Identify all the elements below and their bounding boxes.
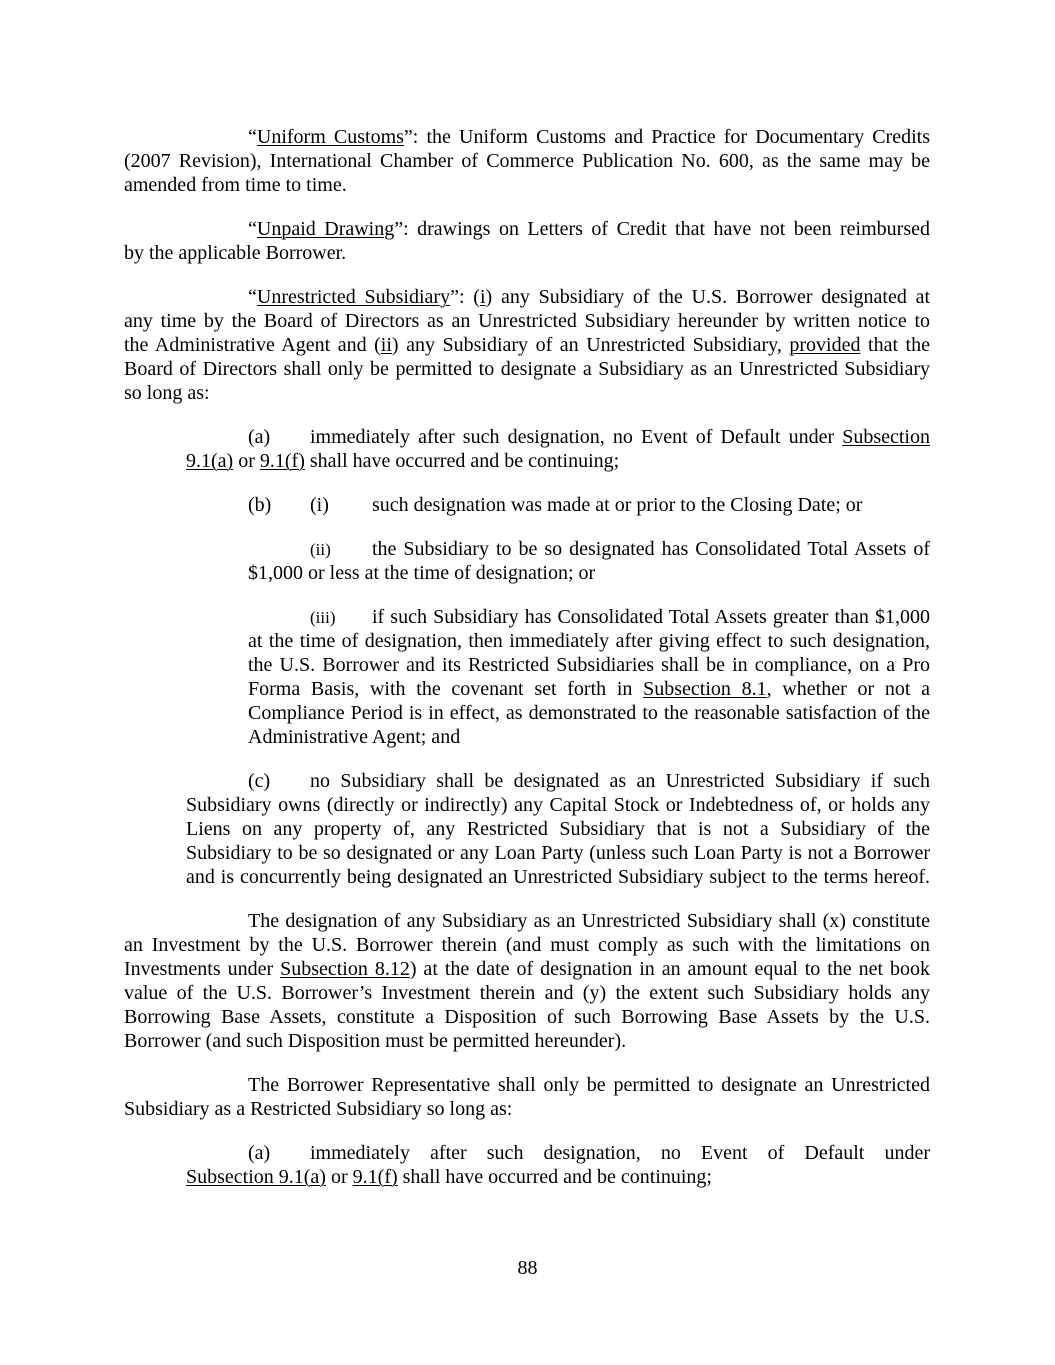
cross-reference: Subsection [842,426,930,448]
text-line: at the time of designation, then immediately after giving effect to such designation, [248,630,930,652]
text-line [124,425,930,449]
open-quote: “ [248,126,257,148]
line-text: that the [860,334,930,356]
defined-term: Uniform Customs [256,126,404,148]
text-line [124,1141,930,1165]
clause-c [124,769,930,889]
text-line: by the applicable Borrower. [124,242,347,264]
text-line: value of the U.S. Borrower’s Investment therein and (y) the extent such Subsidiary holds any [124,982,930,1004]
line-text: shall have occurred and be continuing; [397,1166,712,1188]
redesignation-clause-a [124,1141,930,1189]
clause-text: the Subsidiary to be so designated has Consolidated Total Assets of [372,538,930,560]
text-line: Liens on any property of, any Restricted Subsidiary that is not a Subsidiary of the [186,818,930,840]
definition-unrestricted-subsidiary [124,285,930,405]
line-text: ”: ( [450,286,480,308]
subclause-label: (iii) [310,608,336,627]
clause-b-iii [124,605,930,749]
text-line: an Investment by the U.S. Borrower therein (and must comply as such with the limitations on [124,934,930,956]
text-line: (2007 Revision), International Chamber of Commerce Publication No. 600, as the same may be [124,150,930,172]
clause-text: if such Subsidiary has Consolidated Total Assets greater than $1,000 [372,606,930,628]
cross-reference: 9.1(a) [186,450,234,472]
line-text: ) any Subsidiary of the U.S. Borrower designated at [485,286,931,308]
defined-term: Unrestricted Subsidiary [256,286,451,308]
text-line [124,285,930,309]
open-quote: “ [248,286,257,308]
definition-uniform-customs [124,125,930,197]
proviso-term: provided [789,334,861,356]
line-text: shall have occurred and be continuing; [304,450,620,472]
line-text: ”: the Uniform Customs and Practice for Documentary Credits [403,126,930,148]
clause-b-i [124,493,930,517]
subclause-label: (ii) [310,540,331,559]
item-marker: i [479,286,486,308]
line-text: ) at the date of designation in an amount equal to the net book [409,958,931,980]
text-line [124,1165,930,1189]
clause-text: no Subsidiary shall be designated as an Unrestricted Subsidiary if such [310,770,930,792]
line-text: Forma Basis, with the covenant set forth in [248,678,644,700]
line-text: Investments under [124,958,281,980]
cross-reference: Subsection 8.12 [280,958,410,980]
text-line [124,957,930,981]
text-line: Subsidiary to be so designated or any Loan Party (unless such Loan Party is not a Borrower [186,842,930,864]
line-text: immediately after such designation, no Event of Default under [310,426,843,448]
open-quote: “ [248,218,257,240]
text-line: Compliance Period is in effect, as demonstrated to the reasonable satisfaction of the [248,702,930,724]
clause-text [310,425,930,449]
clause-label: (a) [248,1142,271,1164]
clause-b-ii [124,537,930,585]
line-text: ) any Subsidiary of an Unrestricted Subsidiary, [391,334,790,356]
text-line: The Borrower Representative shall only be permitted to designate an Unrestricted [248,1074,930,1096]
subclause-label: (i) [310,494,329,516]
defined-term: Unpaid Drawing [256,218,395,240]
item-marker: ii [380,334,392,356]
text-line [124,449,930,473]
text-line: any time by the Board of Directors as an Unrestricted Subsidiary hereunder by written notice to [124,310,930,332]
text-line: The designation of any Subsidiary as an Unrestricted Subsidiary shall (x) constitute [248,910,930,932]
text-line: Borrowing Base Assets, constitute a Disposition of such Borrowing Base Assets by the U.S. [124,1006,930,1028]
text-line [124,217,930,241]
cross-reference: Subsection 8.1 [643,678,767,700]
text-line: Borrower (and such Disposition must be permitted hereunder). [124,1030,627,1052]
line-text: or [325,1166,353,1188]
text-line: and is concurrently being designated an Unrestricted Subsidiary subject to the terms hereof. [186,866,930,888]
clause-label: (b) [248,494,272,516]
line-text: the Administrative Agent and ( [124,334,381,356]
cross-reference: Subsection 9.1(a) [186,1166,326,1188]
cross-reference: 9.1(f) [352,1166,398,1188]
text-line [124,605,930,629]
page-body [124,125,930,1209]
definition-unpaid-drawing [124,217,930,265]
line-text: ”: drawings on Letters of Credit that have not been reimbursed [394,218,930,240]
text-line: $1,000 or less at the time of designation; or [248,562,596,584]
text-line [124,769,930,793]
text-line [124,677,930,701]
text-line: Administrative Agent; and [248,726,461,748]
line-text: or [233,450,260,472]
text-line [124,125,930,149]
redesignation-paragraph [124,1073,930,1121]
text-line [124,333,930,357]
text-line: Subsidiary as a Restricted Subsidiary so long as: [124,1098,513,1120]
clause-label: (c) [248,770,271,792]
text-line: the U.S. Borrower and its Restricted Subsidiaries shall be in compliance, on a Pro [248,654,930,676]
text-line: so long as: [124,382,210,404]
page-number: 88 [517,1257,538,1279]
cross-reference: 9.1(f) [259,450,305,472]
text-line [124,537,930,561]
clause-text: immediately after such designation, no Event of Default under [310,1142,930,1164]
clause-a [124,425,930,473]
text-line: Board of Directors shall only be permitted to designate a Subsidiary as an Unrestricted Subsidiary [124,358,930,380]
clause-text: such designation was made at or prior to the Closing Date; or [372,494,863,516]
text-line: amended from time to time. [124,174,347,196]
text-line [124,493,930,517]
designation-paragraph [124,909,930,1053]
text-line: Subsidiary owns (directly or indirectly) any Capital Stock or Indebtedness of, or holds any [186,794,930,816]
clause-label: (a) [248,426,271,448]
line-text: , whether or not a [766,678,930,700]
